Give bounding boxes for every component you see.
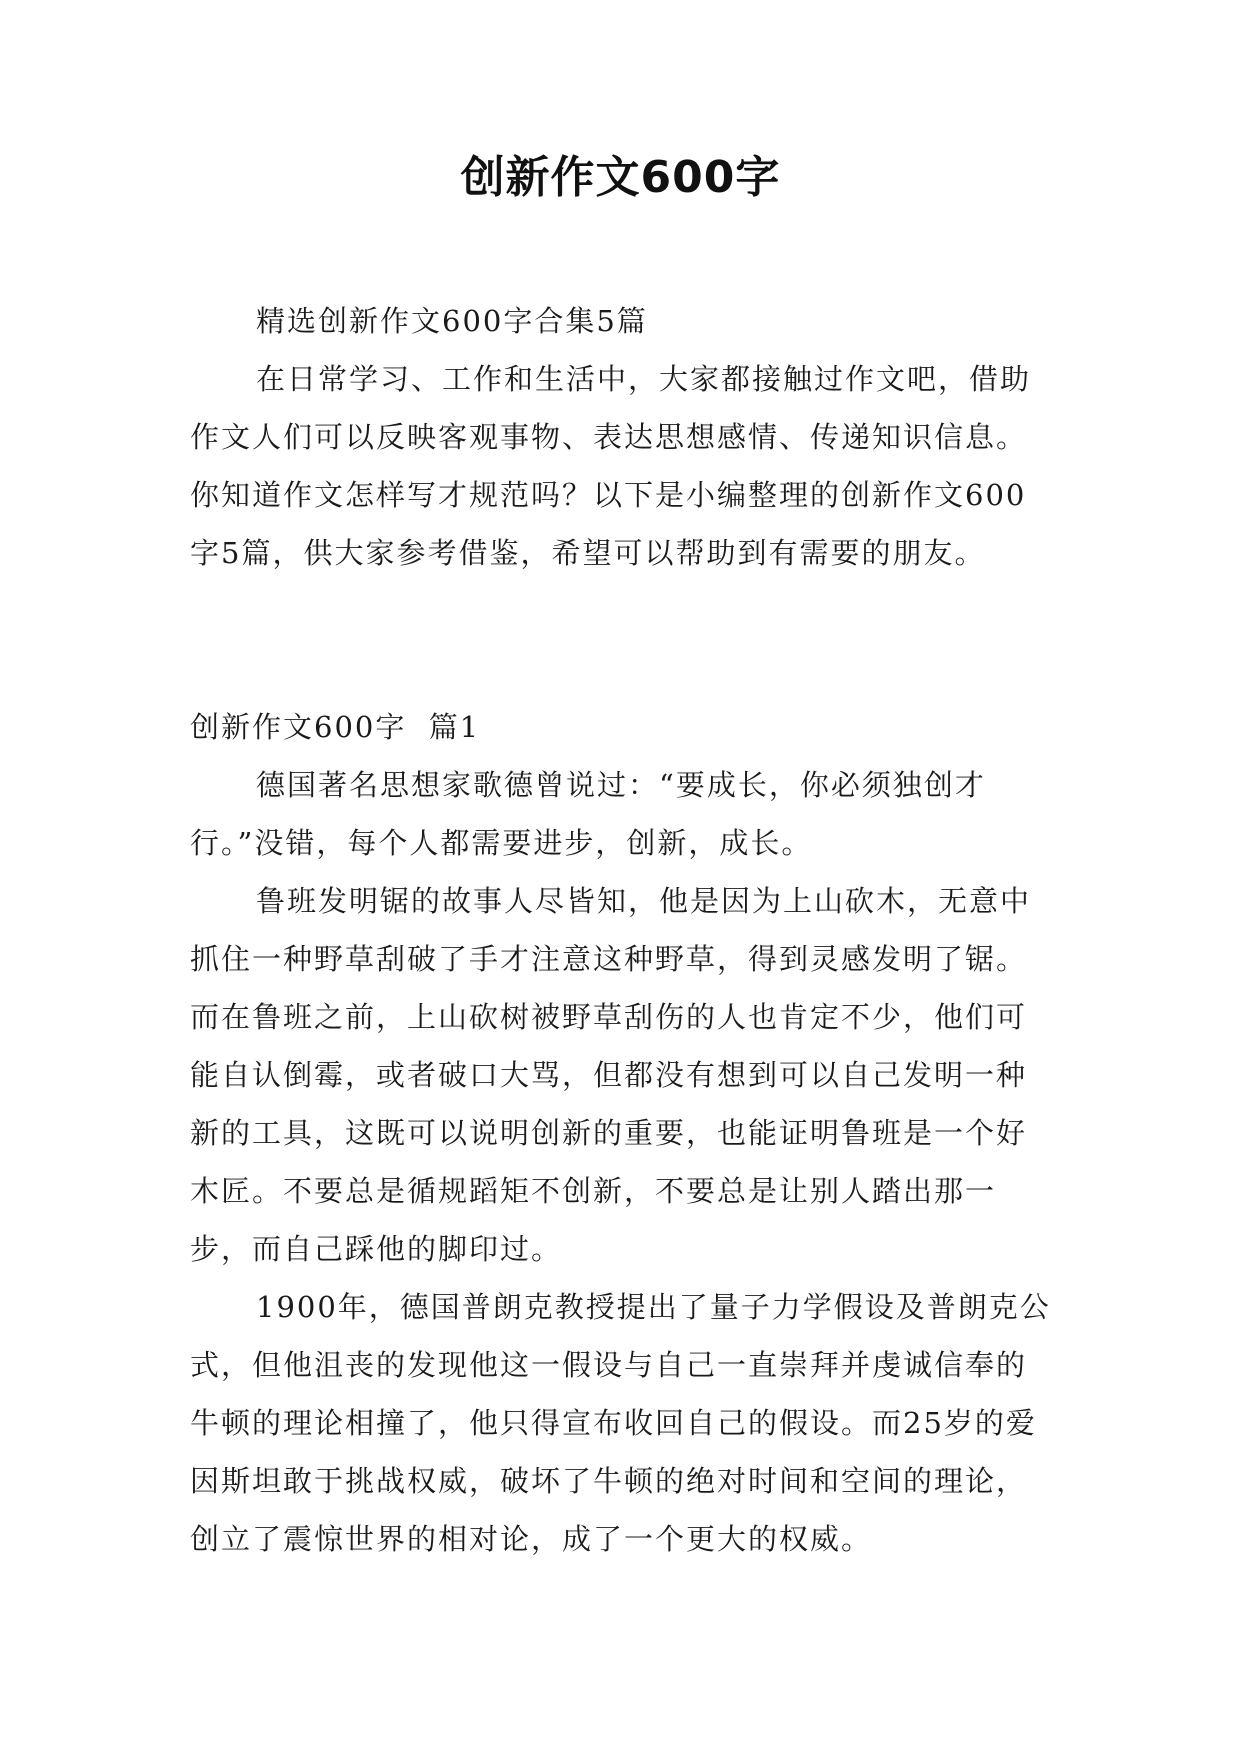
intro-paragraph: 在日常学习、工作和生活中，大家都接触过作文吧，借助作文人们可以反映客观事物、表达思想感情、传递知识信息。你知道作文怎样写才规范吗？以下是小编整理的创新作文600字5篇，供大家参考借鉴，希望可以帮助到有需要的朋友。 [190,362,1032,570]
essay-paragraph-1: 德国著名思想家歌德曾说过：“要成长，你必须独创才行。”没错，每个人都需要进步，创新，成长。 [190,768,986,860]
collection-subtitle: 精选创新作文600字合集5篇 [256,304,648,338]
section-heading: 创新作文600字 篇1 [190,710,481,744]
document-title: 创新作文600字 [460,152,781,203]
essay-paragraph-3: 1900年，德国普朗克教授提出了量子力学假设及普朗克公式，但他沮丧的发现他这一假设与自己一直崇拜并虔诚信奉的牛顿的理论相撞了，他只得宣布收回自己的假设。而25岁的爱因斯坦敢于挑战权威，破坏了牛顿的绝对时间和空间的理论，创立了震惊世界的相对论，成了一个更大的权威。 [190,1290,1051,1556]
essay-paragraph-2: 鲁班发明锯的故事人尽皆知，他是因为上山砍木，无意中抓住一种野草刮破了手才注意这种野草，得到灵感发明了锯。而在鲁班之前，上山砍树被野草刮伤的人也肯定不少，他们可能自认倒霉，或者破口大骂，但都没有想到可以自己发明一种新的工具，这既可以说明创新的重要，也能证明鲁班是一个好木匠。不要总是循规蹈矩不创新，不要总是让别人踏出那一步，而自己踩他的脚印过。 [190,884,1032,1266]
